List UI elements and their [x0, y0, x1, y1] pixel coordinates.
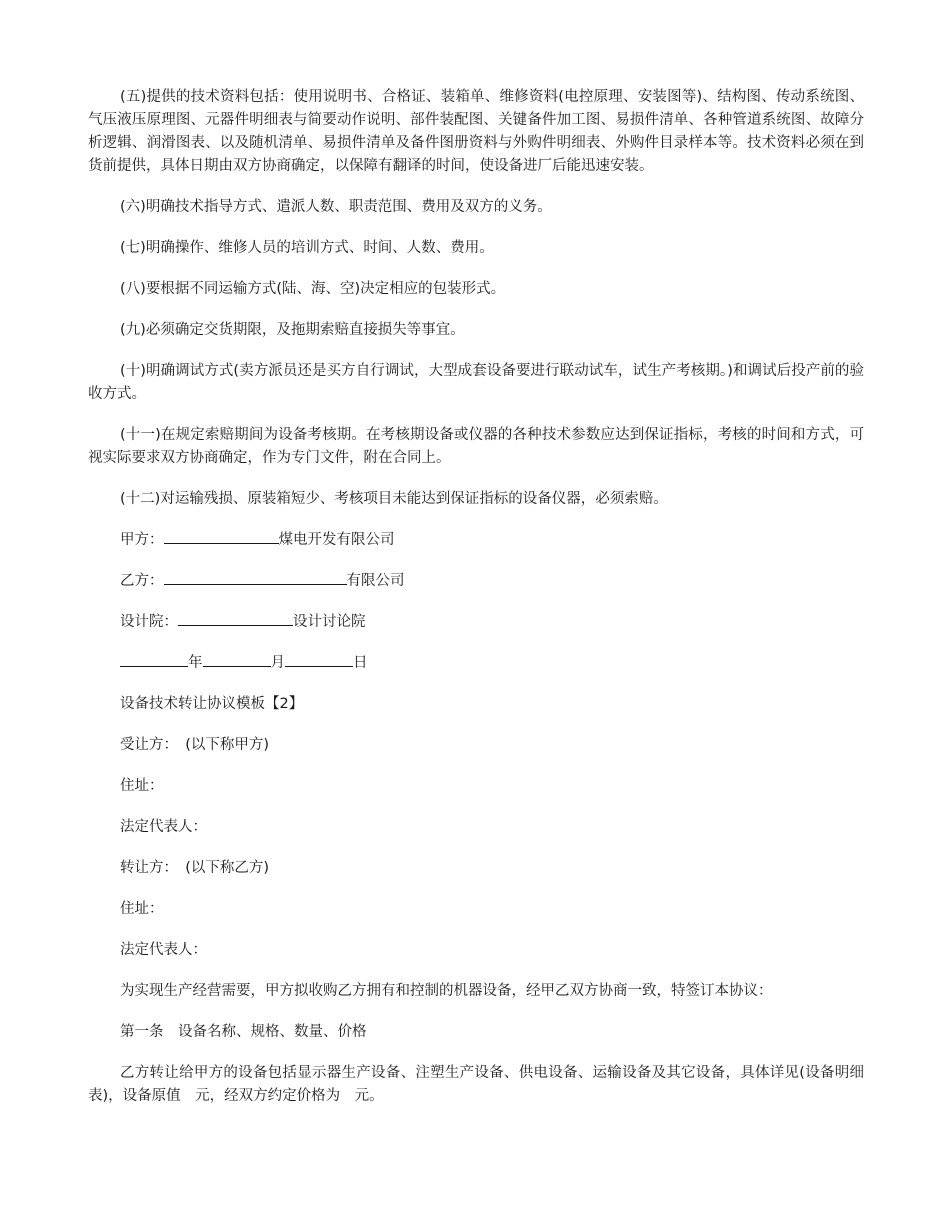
month-blank[interactable] — [203, 652, 271, 667]
assignor-line: 转让方： (以下称乙方) — [120, 860, 270, 876]
clause-12: (十二)对运输残损、原装箱短少、考核项目未能达到保证指标的设备仪器，必须索赔。 — [120, 491, 668, 507]
day-blank[interactable] — [285, 652, 353, 667]
assignor-representative: 法定代表人： — [120, 942, 207, 958]
article-1-title: 第一条 设备名称、规格、数量、价格 — [120, 1024, 367, 1040]
assignee-line: 受让方： (以下称甲方) — [120, 737, 270, 753]
day-label: 日 — [353, 655, 368, 671]
institute-blank[interactable] — [178, 611, 293, 626]
clause-6: (六)明确技术指导方式、遣派人数、职责范围、费用及双方的义务。 — [120, 199, 552, 215]
article-1-body: 乙方转让给甲方的设备包括显示器生产设备、注塑生产设备、供电设备、运输设备及其它设备，具体详见(设备明细表)，设备原值 元，经双方约定价格为 元。 — [88, 1065, 864, 1104]
clause-5: (五)提供的技术资料包括：使用说明书、合格证、装箱单、维修资料(电控原理、安装图等)、结构图、传动系统图、气压液压原理图、元器件明细表与简要动作说明、部件装配图、关键备件加工图、易损件清单、各种管道系统图、故障分析逻辑、润滑图表、以及随机清单、易损件清单及备件图册资料与外购件明细表、外购件目录样本等。技术资料必须在到货前提供，具体日期由双方协商确定，以保障有翻译的时间，使设备进厂后能迅速安装。 — [88, 89, 864, 174]
party-a-label: 甲方： — [120, 532, 164, 548]
institute-suffix: 设计讨论院 — [293, 614, 366, 630]
assignor-address: 住址： — [120, 901, 164, 917]
year-blank[interactable] — [120, 652, 188, 667]
clause-9: (九)必须确定交货期限，及拖期索赔直接损失等事宜。 — [120, 322, 465, 338]
party-a-suffix: 煤电开发有限公司 — [278, 532, 395, 548]
agreement-intro: 为实现生产经营需要，甲方拟收购乙方拥有和控制的机器设备，经甲乙双方协商一致，特签订本协议： — [120, 983, 773, 999]
party-b-label: 乙方： — [120, 573, 164, 589]
clause-8: (八)要根据不同运输方式(陆、海、空)决定相应的包装形式。 — [120, 281, 506, 297]
month-label: 月 — [270, 655, 285, 671]
assignee-representative: 法定代表人： — [120, 819, 207, 835]
year-label: 年 — [188, 655, 203, 671]
institute-signature — [120, 611, 864, 634]
document-page — [88, 86, 864, 1126]
clause-10: (十)明确调试方式(卖方派员还是买方自行调试，大型成套设备要进行联动试车，试生产考核期。)和调试后投产前的验收方式。 — [88, 363, 864, 402]
party-a-signature — [120, 529, 864, 552]
party-b-suffix: 有限公司 — [346, 573, 405, 589]
clause-7: (七)明确操作、维修人员的培训方式、时间、人数、费用。 — [120, 240, 494, 256]
institute-label: 设计院： — [120, 614, 178, 630]
party-b-signature — [120, 570, 864, 593]
template2-title: 设备技术转让协议模板【2】 — [120, 696, 304, 712]
party-b-blank[interactable] — [164, 570, 347, 585]
party-a-blank[interactable] — [164, 529, 279, 544]
date-line — [120, 652, 864, 675]
clause-11: (十一)在规定索赔期间为设备考核期。在考核期设备或仪器的各种技术参数应达到保证指标，考核的时间和方式，可视实际要求双方协商确定，作为专门文件，附在合同上。 — [88, 427, 864, 466]
assignee-address: 住址： — [120, 778, 164, 794]
